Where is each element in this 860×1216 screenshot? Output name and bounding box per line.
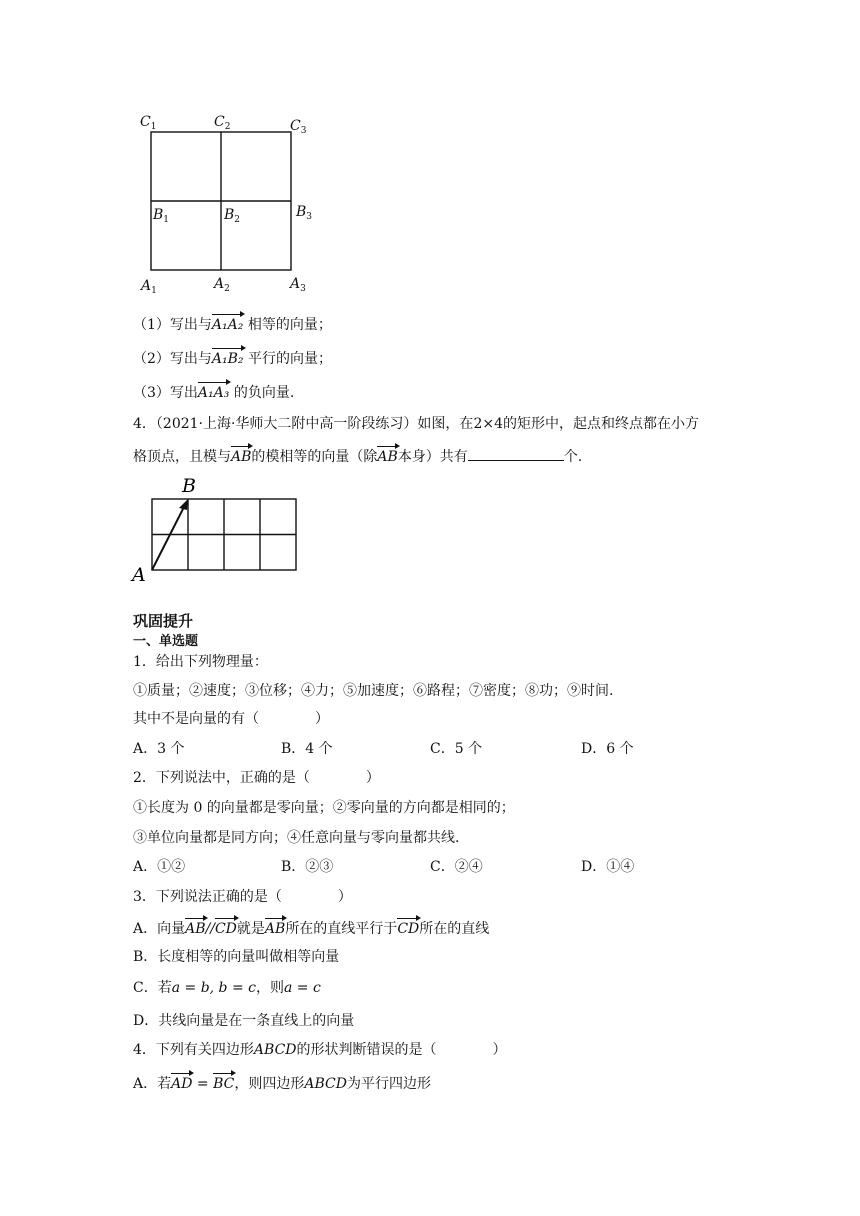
label-b: B <box>182 475 196 497</box>
label-a: A <box>132 564 146 585</box>
mc1-option-d: D．6 个 <box>581 741 634 757</box>
mc4-option-a: A．若AD = BC，则四边形ABCD为平行四边形 <box>133 1071 431 1094</box>
mc2-line-2: ③单位向量都是同方向；④任意向量与零向量都共线. <box>133 830 460 846</box>
mc1-stem: 1．给出下列物理量： <box>133 654 268 670</box>
mc1-option-a: A．3 个 <box>133 741 185 757</box>
q3-part-2: （2）写出与A₁B₂ 平行的向量； <box>133 346 332 369</box>
label-c1: $C_1$ <box>140 114 157 132</box>
label-a3: $A_3$ <box>290 276 306 294</box>
mc1-option-b: B．4 个 <box>281 741 333 757</box>
label-b3: $B_3$ <box>296 204 313 222</box>
q4-line-2: 格顶点，且模与AB的模相等的向量（除AB本身）共有 个. <box>133 444 582 467</box>
mc3-option-b: B．长度相等的向量叫做相等向量 <box>133 949 340 965</box>
mc3-option-d: D．共线向量是在一条直线上的向量 <box>133 1013 355 1029</box>
mc1-list: ①质量；②速度；③位移；④力；⑤加速度；⑥路程；⑦密度；⑧功；⑨时间. <box>133 683 614 699</box>
mc2-stem: 2．下列说法中，正确的是（ ） <box>133 770 380 786</box>
mc3-option-a: A．向量AB//CD就是AB所在的直线平行于CD所在的直线 <box>133 916 489 939</box>
label-a1: $A_1$ <box>141 278 157 296</box>
grid-figure-2 <box>130 470 310 585</box>
mc2-line-1: ①长度为 0 的向量都是零向量；②零向量的方向都是相同的； <box>133 800 515 816</box>
section-subtitle: 一、单选题 <box>133 634 199 649</box>
mc1-option-c: C．5 个 <box>430 741 483 757</box>
mc3-stem: 3．下列说法正确的是（ ） <box>133 889 352 905</box>
q3-part-3: （3）写出A₁A₃ 的负向量. <box>133 380 294 403</box>
q4-line-1: 4．（2021·上海·华师大二附中高一阶段练习）如图，在2×4的矩形中，起点和终点都在小方 <box>133 416 699 432</box>
label-b1: $B_1$ <box>153 207 170 225</box>
answer-blank <box>468 446 564 461</box>
mc2-option-a: A．①② <box>133 859 186 875</box>
q3-part-1: （1）写出与A₁A₂ 相等的向量； <box>133 312 332 335</box>
mc2-option-c: C．②④ <box>430 859 483 875</box>
label-a2: $A_2$ <box>214 276 230 294</box>
grid-figure-1 <box>135 108 335 303</box>
mc2-option-b: B．②③ <box>281 859 334 875</box>
label-b2: $B_2$ <box>224 207 241 225</box>
mc4-stem: 4．下列有关四边形ABCD的形状判断错误的是（ ） <box>133 1042 507 1058</box>
label-c2: $C_2$ <box>214 114 231 132</box>
mc2-option-d: D．①④ <box>581 859 635 875</box>
section-title: 巩固提升 <box>133 612 194 630</box>
label-c3: $C_3$ <box>290 118 307 136</box>
mc1-ask: 其中不是向量的有（ ） <box>133 711 329 727</box>
mc3-option-c: C．若a = b, b = c，则a = c <box>133 980 321 996</box>
